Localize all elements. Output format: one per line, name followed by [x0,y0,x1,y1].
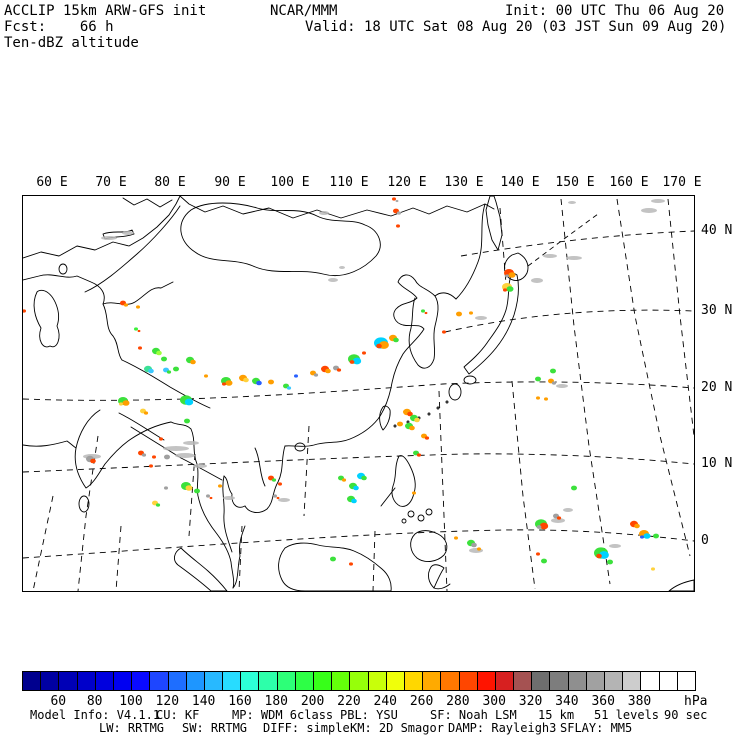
echo-blob [552,381,556,384]
echo-blob [469,311,473,314]
echo-blob [353,358,361,365]
echo-blob [164,486,168,489]
colorbar-cell [149,672,167,690]
colorbar-tick-label: 120 [155,694,180,709]
echo-blob [206,494,210,497]
echo-blob [536,396,540,399]
colorbar-tick-label: 200 [300,694,325,709]
echo-blob [392,197,396,200]
echo-blob [535,377,541,382]
colorbar-tick-label: 60 [50,694,67,709]
lon-label: 80 E [154,175,186,190]
model-info-item: SW: RRTMG [182,721,248,735]
echo-blob [536,552,540,555]
model-info-item: 15 km [538,708,575,722]
colorbar-cell [531,672,549,690]
colorbar-cell [549,672,567,690]
gray-patch [543,254,557,258]
echo-blob [640,535,644,538]
model-info-item: DIFF: simple [263,721,350,735]
gray-patch [278,498,290,502]
echo-blob [148,369,154,373]
echo-blob [396,200,399,202]
echo-blob [272,478,276,481]
colorbar-cell [222,672,240,690]
echo-blob [397,211,401,214]
terrain-gray-patches [83,199,665,553]
echo-blob [268,380,274,385]
echo-blob [138,346,142,349]
gray-patch [175,453,195,458]
echo-blob [607,560,613,565]
echo-blob [397,422,403,427]
echo-blob [442,330,446,333]
echo-blob [353,486,359,490]
colorbar-cell [58,672,76,690]
colorbar-tick-label: 380 [627,694,652,709]
echo-blob [337,368,341,371]
colorbar-cell [23,672,40,690]
echo-blob [294,374,298,377]
colorbar-cell [622,672,640,690]
colorbar-tick-label: 100 [119,694,143,709]
model-info-item: MP: WDM 6class [232,708,334,722]
echo-blob [544,397,548,400]
lon-label: 170 E [662,175,702,190]
gray-patch [319,211,329,215]
colorbar-cell [386,672,404,690]
echo-blob [351,499,357,503]
colorbar-cell [640,672,658,690]
gray-patch [641,208,657,213]
echo-blob [634,524,640,528]
echo-blob [651,567,655,570]
lon-label: 140 E [500,175,540,190]
colorbar-cell [659,672,677,690]
lat-label: 10 N [701,456,733,471]
colorbar-cell [568,672,586,690]
echo-blob [156,503,160,506]
echo-blob [644,533,651,539]
echo-blob [256,381,262,385]
echo-blob [653,534,659,539]
colorbar-tick-label: 280 [446,694,470,709]
center-name: NCAR/MMM [270,3,338,19]
forecast-hour: Fcst: 66 h [4,19,114,35]
gray-patch [475,316,487,320]
echo-blob [537,525,542,529]
echo-blob [210,497,213,499]
echo-blob [142,453,146,456]
colorbar-cell [186,672,204,690]
echo-blob [277,497,280,499]
gray-patch [101,236,117,240]
echo-blob [571,486,577,491]
echo-blob [503,288,507,291]
colorbar-tick-label: 360 [591,694,615,709]
colorbar-cell [204,672,222,690]
gray-patch [163,446,189,451]
model-info-item: KM: 2D Smagor [350,721,444,735]
map-frame [22,195,695,592]
echo-blob [124,303,128,306]
echo-blob [164,455,170,460]
echo-blob [421,309,425,312]
echo-blob [412,491,416,494]
colorbar-tick-label: 300 [482,694,506,709]
lat-label: 40 N [701,223,733,238]
lon-label: 90 E [214,175,246,190]
echo-blob [23,309,26,312]
colorbar-cell [240,672,258,690]
gray-patch [183,441,199,445]
colorbar-tick-label: 260 [409,694,434,709]
colorbar-tick-label: 160 [228,694,252,709]
gray-patch [563,508,573,512]
echo-blob [454,536,458,539]
colorbar-cell [331,672,349,690]
echo-blob [507,286,514,292]
echo-blob [330,557,336,562]
echo-blob [243,378,249,382]
model-info-item: PBL: YSU [340,708,398,722]
colorbar-tick-label: 320 [518,694,543,709]
echo-blob [393,338,399,342]
colorbar-tick-label: 80 [86,694,103,709]
colorbar-cell [459,672,477,690]
echo-blob [362,351,366,354]
echo-blob [456,312,462,317]
colorbar-cell [295,672,313,690]
colorbar-cell [368,672,386,690]
echo-blob [161,357,167,362]
echo-blob [226,380,233,386]
echo-blob [287,386,291,389]
colorbar-cell [131,672,149,690]
lon-label: 130 E [444,175,484,190]
colorbar-cell [495,672,513,690]
echo-blob [557,516,561,519]
colorbar-cell [40,672,58,690]
gray-patch [531,278,543,283]
field-name: Ten-dBZ altitude [4,35,139,51]
echo-blob [471,543,477,547]
echo-blob [185,399,193,406]
colorbar-tick-label: 140 [191,694,216,709]
echo-blob [396,224,400,227]
lon-label: 160 E [609,175,649,190]
echo-blob [505,274,509,277]
echo-blob [194,489,200,494]
colorbar-cell [258,672,276,690]
gray-patch [556,384,568,388]
echo-blob [425,436,429,439]
lon-label: 110 E [329,175,369,190]
echo-blob [156,351,162,355]
colorbar-cell [77,672,95,690]
colorbar-unit: hPa [684,694,708,709]
echo-blob [149,464,153,467]
echo-blob [190,360,196,364]
gray-patch [328,278,338,282]
echo-blob [186,485,193,491]
colorbar-cell [113,672,131,690]
model-info-item: CU: KF [156,708,200,722]
echo-blob [159,437,163,440]
init-time: Init: 00 UTC Thu 06 Aug 20 [505,3,725,19]
gray-patch [122,231,134,235]
echo-blob [342,478,346,481]
colorbar-cell [513,672,531,690]
echo-blob [417,453,421,456]
echo-blob [134,327,138,330]
lon-label: 60 E [36,175,68,190]
model-info-item: SFLAY: MM5 [560,721,633,735]
echo-blob [123,400,130,406]
colorbar [22,671,696,691]
colorbar-cell [349,672,367,690]
echo-blob [361,476,367,480]
colorbar-cell [440,672,458,690]
gray-patch [566,256,582,260]
colorbar-cell [313,672,331,690]
echo-blob [90,459,96,463]
colorbar-tick-label: 240 [373,694,397,709]
lat-label: 30 N [701,303,733,318]
coastlines [23,196,694,591]
model-info-item: LW: RRTMG [99,721,165,735]
echo-blob [222,382,226,385]
echo-blob [414,418,420,422]
gray-patch [339,266,345,269]
echo-blob [425,312,428,314]
echo-blob [273,494,277,497]
model-info-item: Model Info: V4.1.1 [30,708,161,722]
lat-label: 20 N [701,380,733,395]
valid-time: Valid: 18 UTC Sat 08 Aug 20 (03 JST Sun 09 Aug 20) [305,19,727,35]
echo-blob [173,367,179,372]
echo-blob [325,369,331,373]
colorbar-cell [677,672,695,690]
graticule [23,199,694,591]
echo-blob [376,344,382,348]
echo-blob [540,523,548,530]
asia-map [23,196,694,591]
colorbar-cell [477,672,495,690]
colorbar-tick-label: 340 [555,694,579,709]
gray-patch [223,496,235,500]
echo-blob [167,370,171,373]
echo-blob [314,373,318,376]
echo-blob [509,272,516,278]
echo-blob [152,455,156,458]
echo-blob [596,554,602,558]
echo-blob [350,360,355,364]
model-title: ACCLIP 15km ARW-GFS init [4,3,207,19]
echo-blob [550,369,556,374]
lon-label: 150 E [555,175,595,190]
model-info-item: SF: Noah LSM [430,708,517,722]
gray-patch [651,199,665,203]
radar-echo-clusters [23,197,659,570]
colorbar-cell [422,672,440,690]
model-info-item: DAMP: Rayleigh3 [448,721,557,735]
colorbar-tick-label: 180 [264,694,289,709]
gray-patch [568,201,576,204]
gray-patch [193,464,207,468]
echo-blob [136,305,140,308]
colorbar-tick-label: 220 [337,694,361,709]
gray-patch [609,544,621,548]
lon-label: 120 E [387,175,427,190]
colorbar-cell [277,672,295,690]
colorbar-cell [604,672,622,690]
colorbar-cell [168,672,186,690]
echo-blob [541,559,547,564]
echo-blob [144,411,148,414]
echo-blob [477,547,481,550]
echo-blob [204,374,208,377]
model-info-item: 90 sec [664,708,708,722]
colorbar-cell [586,672,604,690]
echo-blob [138,330,141,332]
echo-blob [119,402,123,405]
colorbar-cell [404,672,422,690]
model-info-item: 51 levels [594,708,660,722]
lon-label: 100 E [270,175,310,190]
echo-blob [218,484,222,487]
lon-label: 70 E [95,175,127,190]
colorbar-cell [95,672,113,690]
lat-label: 0 [701,533,709,548]
echo-blob [349,562,353,565]
echo-blob [278,482,282,485]
echo-blob [184,419,190,424]
echo-blob [409,426,415,430]
